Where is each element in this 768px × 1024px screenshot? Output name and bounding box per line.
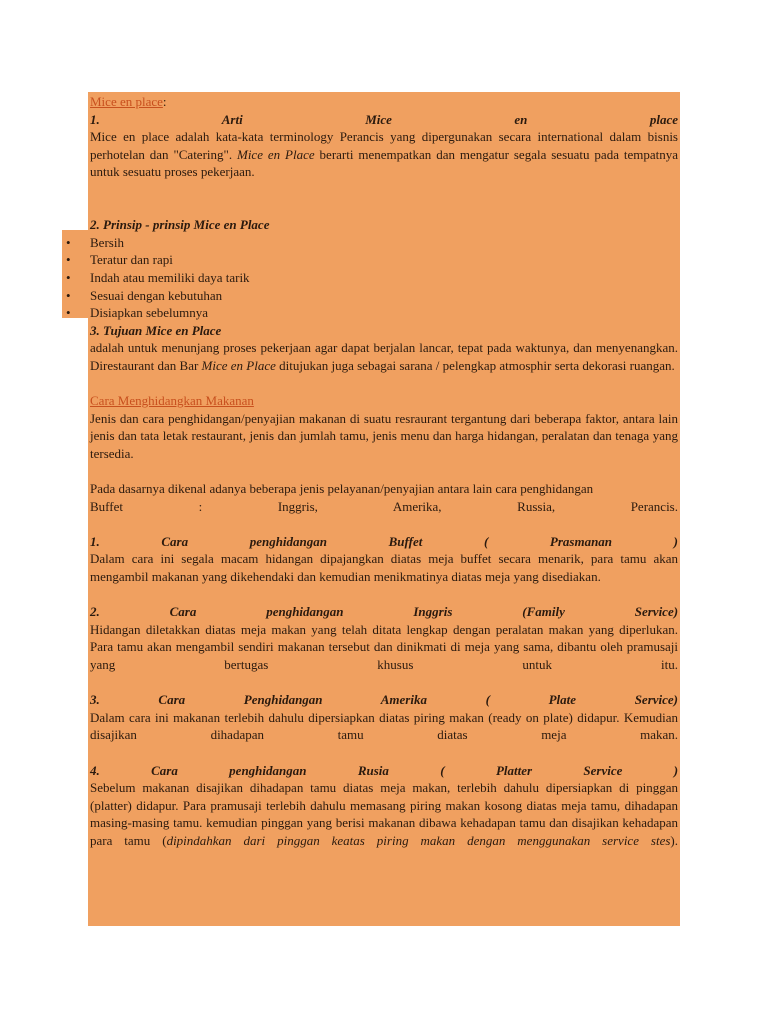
heading-amerika: 3. Cara Penghidangan Amerika ( Plate Service)	[90, 692, 679, 708]
spacer	[90, 515, 678, 533]
paragraph-tujuan: adalah untuk menunjang proses pekerjaan agar dapat berjalan lancar, tepat pada waktunya, dan menyenangkan. Direstaurant dan Bar Mice en Place ditujukan juga sebagai sarana / pelengkap atmosphir serta dekorasi ruangan.	[90, 340, 678, 373]
heading-buffet: 1. Cara penghidangan Buffet ( Prasmanan )	[90, 533, 678, 549]
paragraph-dasar: Pada dasarnya dikenal adanya beberapa jenis pelayanan/penyajian antara lain cara penghidangan	[90, 481, 594, 497]
list-item: • Sesuai dengan kebutuhan	[90, 287, 678, 305]
paragraph-buffet: Dalam cara ini segala macam hidangan dipajangkan diatas meja buffet secara menarik, para tamu akan mengambil makanan yang dikehendaki dan kemudian menikmatinya diatas meja yang disediakan.	[90, 551, 678, 585]
paragraph-amerika: Dalam cara ini makanan terlebih dahulu dipersiapkan diatas piring makan (ready on plate) didapur. Kemudian disajikan dihadapan tamu diatas meja makan.	[90, 709, 678, 743]
prinsip-list	[90, 234, 678, 322]
paragraph-jenis: Jenis dan cara penghidangan/penyajian makanan di suatu resraurant tergantung dari beberapa faktor, antara lain jenis dan tata letak restaurant, jenis dan jumlah tamu, jenis menu dan harga hidangan, peralatan dan tenaga yang tersedia.	[90, 410, 678, 461]
paragraph-arti: Mice en place adalah kata-kata terminology Perancis yang dipergunakan secara international dalam bisnis perhotelan dan "Catering". Mice en Place berarti menempatkan dan mengatur segala sesuatu pada tempatnya untuk sesuatu proses pekerjaan.	[90, 129, 679, 180]
list-item: • Teratur dan rapi	[90, 251, 678, 269]
spacer	[90, 674, 678, 692]
heading-rusia: 4. Cara penghidangan Rusia ( Platter Service )	[90, 762, 679, 778]
section-title-mice-en-place: Mice en place:	[90, 94, 167, 109]
heading-inggris: 2. Cara penghidangan Inggris (Family Service)	[90, 604, 679, 620]
list-item: • Bersih	[90, 234, 678, 252]
spacer	[90, 586, 678, 604]
spacer	[90, 375, 678, 393]
service-types-line: Buffet : Inggris, Amerika, Russia, Perancis.	[90, 498, 678, 514]
paragraph-inggris: Hidangan diletakkan diatas meja makan yang telah ditata lengkap dengan peralatan makan yang diperlukan. Para tamu akan mengambil sendiri makanan tersebut dan dinikmati di meja yang sama, dibantu oleh pramusaji yang bertugas khusus untuk itu.	[90, 621, 678, 672]
heading-tujuan: 3. Tujuan Mice en Place	[90, 322, 222, 338]
paragraph-rusia: Sebelum makanan disajikan dihadapan tamu diatas meja makan, terlebih dahulu dipersiapkan di pinggan (platter) didapur. Para pramusaji terlebih dahulu memasang piring makan kosong diatas meja tamu, dihadapan masing-masing tamu. kemudian pinggan yang berisi makanan dibawa kehadapan tamu dan disajikan kehadapan para tamu (dipindahkan dari pinggan keatas piring makan dengan menggunakan service stes).	[90, 780, 678, 848]
spacer	[90, 744, 678, 762]
heading-prinsip: 2. Prinsip - prinsip Mice en Place	[90, 217, 270, 233]
list-item: • Indah atau memiliki daya tarik	[90, 269, 678, 287]
heading-arti: 1. Arti Mice en place	[90, 111, 678, 127]
document-content	[90, 93, 678, 850]
list-item: • Disiapkan sebelumnya	[90, 304, 678, 322]
spacer	[90, 462, 678, 480]
section-title-cara	[90, 392, 678, 410]
mice-en-place-link[interactable]: Mice en place	[90, 94, 163, 109]
cara-menghidangkan-link[interactable]: Cara Menghidangkan Makanan	[90, 393, 254, 409]
spacer	[90, 181, 678, 216]
